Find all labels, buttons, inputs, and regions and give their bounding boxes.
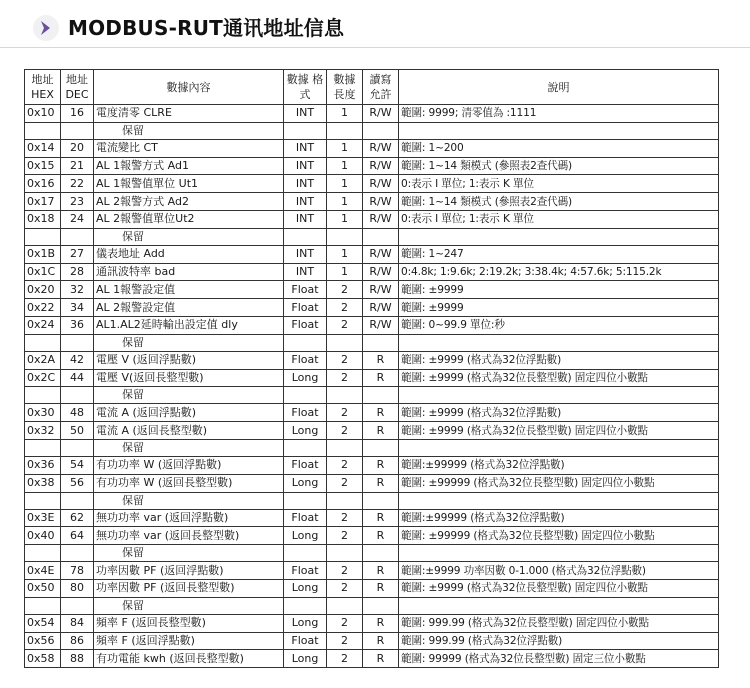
cell-data-format: Long xyxy=(284,369,327,387)
table-row xyxy=(25,263,719,281)
cell-data-content: 功率因數 PF (返回長整型數) xyxy=(94,579,284,597)
table-row xyxy=(25,351,719,369)
cell-hex-address: 0x32 xyxy=(25,422,61,440)
table-row xyxy=(25,404,719,422)
cell-data-content: AL 2報警值單位Ut2 xyxy=(94,210,284,228)
cell-read-write: R xyxy=(363,369,399,387)
cell-description: 0:4.8k; 1:9.6k; 2:19.2k; 3:38.4k; 4:57.6k; 5:115.2k xyxy=(399,263,719,281)
header-hex: 地址 HEX xyxy=(25,70,61,105)
cell-read-write: R xyxy=(363,579,399,597)
cell-hex-address: 0x58 xyxy=(25,650,61,668)
table-row xyxy=(25,175,719,193)
cell-data-content: AL 2報警設定值 xyxy=(94,299,284,317)
table-row xyxy=(25,281,719,299)
cell-data-format xyxy=(284,597,327,614)
cell-data-format: INT xyxy=(284,210,327,228)
table-row-reserved xyxy=(25,387,719,404)
cell-description: 範圍: 1~14 類模式 (參照表2查代碼) xyxy=(399,193,719,211)
cell-read-write xyxy=(363,545,399,562)
cell-read-write xyxy=(363,597,399,614)
cell-data-content: 電流 A (返回長整型數) xyxy=(94,422,284,440)
cell-description: 範圍: ±9999 (格式為32位浮點數) xyxy=(399,404,719,422)
cell-hex-address xyxy=(25,122,61,139)
cell-read-write: R/W xyxy=(363,105,399,123)
cell-data-format: INT xyxy=(284,139,327,157)
cell-data-format: Float xyxy=(284,509,327,527)
cell-data-length: 2 xyxy=(327,650,363,668)
cell-data-length: 2 xyxy=(327,474,363,492)
cell-description: 範圍:±99999 (格式為32位浮點數) xyxy=(399,456,719,474)
cell-dec-address xyxy=(61,387,94,404)
cell-data-length: 2 xyxy=(327,456,363,474)
cell-read-write: R/W xyxy=(363,263,399,281)
cell-data-length: 2 xyxy=(327,562,363,580)
cell-hex-address xyxy=(25,387,61,404)
cell-read-write: R/W xyxy=(363,157,399,175)
cell-dec-address: 24 xyxy=(61,210,94,228)
cell-data-format xyxy=(284,492,327,509)
table-row xyxy=(25,614,719,632)
cell-data-content: 有功功率 W (返回長整型數) xyxy=(94,474,284,492)
table-row-reserved xyxy=(25,228,719,245)
cell-data-content: 無功功率 var (返回浮點數) xyxy=(94,509,284,527)
cell-dec-address: 62 xyxy=(61,509,94,527)
cell-data-format xyxy=(284,122,327,139)
cell-read-write: R/W xyxy=(363,281,399,299)
cell-description xyxy=(399,122,719,139)
cell-description: 範圍: 999.99 (格式為32位長整型數) 固定四位小數點 xyxy=(399,614,719,632)
cell-dec-address: 27 xyxy=(61,245,94,263)
cell-data-length: 1 xyxy=(327,245,363,263)
cell-read-write: R xyxy=(363,509,399,527)
cell-description xyxy=(399,228,719,245)
cell-dec-address xyxy=(61,545,94,562)
cell-data-format: Float xyxy=(284,562,327,580)
cell-hex-address: 0x4E xyxy=(25,562,61,580)
cell-dec-address xyxy=(61,122,94,139)
cell-data-length: 1 xyxy=(327,105,363,123)
cell-hex-address xyxy=(25,545,61,562)
cell-data-format: INT xyxy=(284,263,327,281)
cell-description: 範圍: 999.99 (格式為32位浮點數) xyxy=(399,632,719,650)
cell-dec-address: 21 xyxy=(61,157,94,175)
cell-description: 範圍: 99999 (格式為32位長整型數) 固定三位小數點 xyxy=(399,650,719,668)
cell-data-length: 2 xyxy=(327,614,363,632)
cell-read-write: R xyxy=(363,351,399,369)
cell-read-write: R/W xyxy=(363,210,399,228)
cell-data-format xyxy=(284,387,327,404)
cell-read-write: R xyxy=(363,527,399,545)
cell-hex-address: 0x1C xyxy=(25,263,61,281)
cell-data-format: INT xyxy=(284,245,327,263)
cell-data-format: INT xyxy=(284,105,327,123)
cell-description: 範圍: ±9999 (格式為32位長整型數) 固定四位小數點 xyxy=(399,579,719,597)
cell-data-content: 無功功率 var (返回長整型數) xyxy=(94,527,284,545)
cell-dec-address: 54 xyxy=(61,456,94,474)
cell-data-length: 2 xyxy=(327,404,363,422)
cell-dec-address xyxy=(61,439,94,456)
cell-data-length xyxy=(327,492,363,509)
cell-hex-address: 0x56 xyxy=(25,632,61,650)
cell-data-length xyxy=(327,597,363,614)
cell-data-length: 1 xyxy=(327,193,363,211)
table-row xyxy=(25,474,719,492)
cell-data-content: 頻率 F (返回長整型數) xyxy=(94,614,284,632)
table-header-row xyxy=(25,70,719,105)
table-row xyxy=(25,562,719,580)
cell-hex-address: 0x3E xyxy=(25,509,61,527)
cell-hex-address xyxy=(25,334,61,351)
cell-data-length: 2 xyxy=(327,281,363,299)
table-row xyxy=(25,245,719,263)
table-row xyxy=(25,650,719,668)
modbus-register-table xyxy=(24,69,719,668)
cell-read-write xyxy=(363,387,399,404)
header-divider xyxy=(0,47,750,48)
header-content: 數據內容 xyxy=(94,70,284,105)
cell-data-format: Float xyxy=(284,299,327,317)
table-row-reserved xyxy=(25,439,719,456)
cell-data-format: Long xyxy=(284,614,327,632)
cell-hex-address: 0x54 xyxy=(25,614,61,632)
cell-data-content: 電度清零 CLRE xyxy=(94,105,284,123)
cell-read-write: R/W xyxy=(363,245,399,263)
cell-hex-address: 0x17 xyxy=(25,193,61,211)
cell-read-write: R xyxy=(363,632,399,650)
cell-data-format xyxy=(284,334,327,351)
cell-read-write xyxy=(363,122,399,139)
cell-data-length xyxy=(327,228,363,245)
cell-data-length: 1 xyxy=(327,139,363,157)
table-row xyxy=(25,316,719,334)
cell-description: 範圍:±99999 (格式為32位浮點數) xyxy=(399,509,719,527)
cell-data-content: 保留 xyxy=(94,228,284,245)
cell-read-write: R xyxy=(363,474,399,492)
table-row xyxy=(25,422,719,440)
cell-dec-address: 84 xyxy=(61,614,94,632)
cell-description xyxy=(399,439,719,456)
cell-hex-address xyxy=(25,492,61,509)
cell-data-length: 2 xyxy=(327,579,363,597)
table-body xyxy=(25,105,719,668)
cell-data-length xyxy=(327,439,363,456)
cell-data-format: Long xyxy=(284,422,327,440)
cell-data-format: Float xyxy=(284,281,327,299)
cell-read-write: R xyxy=(363,404,399,422)
cell-data-format: Long xyxy=(284,579,327,597)
cell-dec-address: 80 xyxy=(61,579,94,597)
header-rw: 讀寫 允許 xyxy=(363,70,399,105)
table-row xyxy=(25,157,719,175)
cell-read-write: R xyxy=(363,650,399,668)
header-format: 數據 格式 xyxy=(284,70,327,105)
cell-data-content: 電壓 V (返回浮點數) xyxy=(94,351,284,369)
cell-data-content: 保留 xyxy=(94,597,284,614)
cell-data-content: 頻率 F (返回浮點數) xyxy=(94,632,284,650)
cell-data-content: 電流 A (返回浮點數) xyxy=(94,404,284,422)
cell-data-content: AL 1報警設定值 xyxy=(94,281,284,299)
cell-dec-address xyxy=(61,597,94,614)
cell-data-length: 2 xyxy=(327,527,363,545)
cell-read-write: R/W xyxy=(363,175,399,193)
cell-description: 範圍: ±9999 xyxy=(399,299,719,317)
cell-data-format: INT xyxy=(284,157,327,175)
cell-data-length: 2 xyxy=(327,351,363,369)
cell-dec-address: 22 xyxy=(61,175,94,193)
cell-dec-address xyxy=(61,334,94,351)
cell-hex-address: 0x20 xyxy=(25,281,61,299)
cell-hex-address: 0x22 xyxy=(25,299,61,317)
cell-description: 範圍: 0~99.9 單位:秒 xyxy=(399,316,719,334)
cell-hex-address xyxy=(25,597,61,614)
cell-description: 範圍: ±9999 (格式為32位長整型數) 固定四位小數點 xyxy=(399,369,719,387)
table-row-reserved xyxy=(25,492,719,509)
section-header xyxy=(0,0,750,58)
cell-hex-address: 0x15 xyxy=(25,157,61,175)
cell-data-content: AL 1報警值單位 Ut1 xyxy=(94,175,284,193)
cell-read-write xyxy=(363,334,399,351)
cell-hex-address: 0x16 xyxy=(25,175,61,193)
cell-data-format: Long xyxy=(284,650,327,668)
cell-data-content: 儀表地址 Add xyxy=(94,245,284,263)
cell-data-length xyxy=(327,122,363,139)
cell-hex-address: 0x38 xyxy=(25,474,61,492)
cell-dec-address: 28 xyxy=(61,263,94,281)
cell-hex-address: 0x10 xyxy=(25,105,61,123)
cell-hex-address: 0x1B xyxy=(25,245,61,263)
table-row xyxy=(25,509,719,527)
table-row xyxy=(25,105,719,123)
cell-read-write: R/W xyxy=(363,139,399,157)
cell-dec-address: 50 xyxy=(61,422,94,440)
cell-data-format: INT xyxy=(284,175,327,193)
cell-data-format: Float xyxy=(284,351,327,369)
cell-data-content: 有功功率 W (返回浮點數) xyxy=(94,456,284,474)
table-row xyxy=(25,527,719,545)
cell-data-format: Float xyxy=(284,632,327,650)
cell-hex-address: 0x36 xyxy=(25,456,61,474)
cell-hex-address: 0x2C xyxy=(25,369,61,387)
cell-description xyxy=(399,597,719,614)
cell-description xyxy=(399,387,719,404)
cell-dec-address: 86 xyxy=(61,632,94,650)
cell-data-length: 2 xyxy=(327,632,363,650)
header-length: 數據 長度 xyxy=(327,70,363,105)
cell-data-content: AL1.AL2延時輸出設定值 dly xyxy=(94,316,284,334)
table-row xyxy=(25,456,719,474)
cell-description: 範圍: ±99999 (格式為32位長整型數) 固定四位小數點 xyxy=(399,474,719,492)
cell-dec-address: 20 xyxy=(61,139,94,157)
cell-data-content: 保留 xyxy=(94,334,284,351)
cell-hex-address: 0x30 xyxy=(25,404,61,422)
cell-description xyxy=(399,334,719,351)
page-title: MODBUS-RUT通讯地址信息 xyxy=(68,16,345,40)
cell-data-length: 2 xyxy=(327,299,363,317)
cell-dec-address: 42 xyxy=(61,351,94,369)
cell-data-format: Long xyxy=(284,527,327,545)
cell-description: 範圍: 1~14 類模式 (參照表2查代碼) xyxy=(399,157,719,175)
cell-read-write: R/W xyxy=(363,299,399,317)
table-row xyxy=(25,210,719,228)
cell-data-length xyxy=(327,387,363,404)
cell-read-write: R xyxy=(363,456,399,474)
table-row xyxy=(25,632,719,650)
cell-data-length: 1 xyxy=(327,175,363,193)
cell-data-format xyxy=(284,545,327,562)
chevron-right-icon xyxy=(33,15,59,41)
cell-description: 0:表示 I 單位; 1:表示 K 單位 xyxy=(399,210,719,228)
cell-data-format: Long xyxy=(284,474,327,492)
cell-hex-address xyxy=(25,228,61,245)
cell-data-format: Float xyxy=(284,316,327,334)
table-row-reserved xyxy=(25,545,719,562)
cell-dec-address: 32 xyxy=(61,281,94,299)
cell-description: 範圍: ±9999 (格式為32位浮點數) xyxy=(399,351,719,369)
cell-read-write: R xyxy=(363,422,399,440)
table-row-reserved xyxy=(25,122,719,139)
cell-data-format xyxy=(284,439,327,456)
cell-data-content: 保留 xyxy=(94,492,284,509)
cell-data-length: 1 xyxy=(327,157,363,175)
cell-hex-address: 0x2A xyxy=(25,351,61,369)
cell-dec-address: 44 xyxy=(61,369,94,387)
cell-hex-address: 0x24 xyxy=(25,316,61,334)
cell-description: 範圍: ±9999 (格式為32位長整型數) 固定四位小數點 xyxy=(399,422,719,440)
cell-dec-address xyxy=(61,492,94,509)
cell-dec-address: 16 xyxy=(61,105,94,123)
cell-data-content: AL 1報警方式 Ad1 xyxy=(94,157,284,175)
cell-data-format: Float xyxy=(284,404,327,422)
cell-data-content: 電壓 V(返回長整型數) xyxy=(94,369,284,387)
cell-description: 範圍: 9999; 清零值為 :1111 xyxy=(399,105,719,123)
header-description: 說明 xyxy=(399,70,719,105)
table-row xyxy=(25,579,719,597)
cell-read-write xyxy=(363,439,399,456)
table-row xyxy=(25,299,719,317)
cell-data-length: 1 xyxy=(327,263,363,281)
cell-data-format xyxy=(284,228,327,245)
cell-hex-address: 0x18 xyxy=(25,210,61,228)
cell-data-content: 保留 xyxy=(94,122,284,139)
cell-description: 範圍: 1~247 xyxy=(399,245,719,263)
cell-data-content: 保留 xyxy=(94,439,284,456)
cell-data-length xyxy=(327,334,363,351)
cell-dec-address: 78 xyxy=(61,562,94,580)
cell-data-content: AL 2報警方式 Ad2 xyxy=(94,193,284,211)
cell-dec-address: 56 xyxy=(61,474,94,492)
cell-data-length: 2 xyxy=(327,369,363,387)
cell-data-length: 2 xyxy=(327,509,363,527)
cell-read-write xyxy=(363,492,399,509)
cell-description: 範圍: ±9999 xyxy=(399,281,719,299)
cell-data-content: 功率因數 PF (返回浮點數) xyxy=(94,562,284,580)
cell-hex-address: 0x14 xyxy=(25,139,61,157)
cell-data-content: 電流變比 CT xyxy=(94,139,284,157)
cell-read-write: R xyxy=(363,562,399,580)
cell-description: 範圍:±9999 功率因數 0-1.000 (格式為32位浮點數) xyxy=(399,562,719,580)
cell-description: 範圍: 1~200 xyxy=(399,139,719,157)
cell-hex-address: 0x40 xyxy=(25,527,61,545)
cell-read-write: R/W xyxy=(363,193,399,211)
cell-description: 範圍: ±99999 (格式為32位長整型數) 固定四位小數點 xyxy=(399,527,719,545)
cell-hex-address xyxy=(25,439,61,456)
table-row-reserved xyxy=(25,597,719,614)
cell-description xyxy=(399,492,719,509)
cell-data-length: 2 xyxy=(327,316,363,334)
cell-dec-address: 34 xyxy=(61,299,94,317)
cell-data-format: Float xyxy=(284,456,327,474)
cell-description xyxy=(399,545,719,562)
cell-dec-address: 64 xyxy=(61,527,94,545)
cell-read-write: R/W xyxy=(363,316,399,334)
cell-read-write xyxy=(363,228,399,245)
cell-data-length: 1 xyxy=(327,210,363,228)
cell-dec-address: 23 xyxy=(61,193,94,211)
table-row-reserved xyxy=(25,334,719,351)
cell-dec-address: 48 xyxy=(61,404,94,422)
cell-dec-address: 36 xyxy=(61,316,94,334)
table-row xyxy=(25,139,719,157)
cell-dec-address xyxy=(61,228,94,245)
table-row xyxy=(25,369,719,387)
header-dec: 地址 DEC xyxy=(61,70,94,105)
cell-data-content: 保留 xyxy=(94,545,284,562)
cell-data-content: 通訊波特率 bad xyxy=(94,263,284,281)
cell-data-content: 有功電能 kwh (返回長整型數) xyxy=(94,650,284,668)
cell-data-format: INT xyxy=(284,193,327,211)
cell-data-length xyxy=(327,545,363,562)
cell-data-content: 保留 xyxy=(94,387,284,404)
cell-description: 0:表示 I 單位; 1:表示 K 單位 xyxy=(399,175,719,193)
table-row xyxy=(25,193,719,211)
cell-data-length: 2 xyxy=(327,422,363,440)
cell-dec-address: 88 xyxy=(61,650,94,668)
cell-hex-address: 0x50 xyxy=(25,579,61,597)
cell-read-write: R xyxy=(363,614,399,632)
